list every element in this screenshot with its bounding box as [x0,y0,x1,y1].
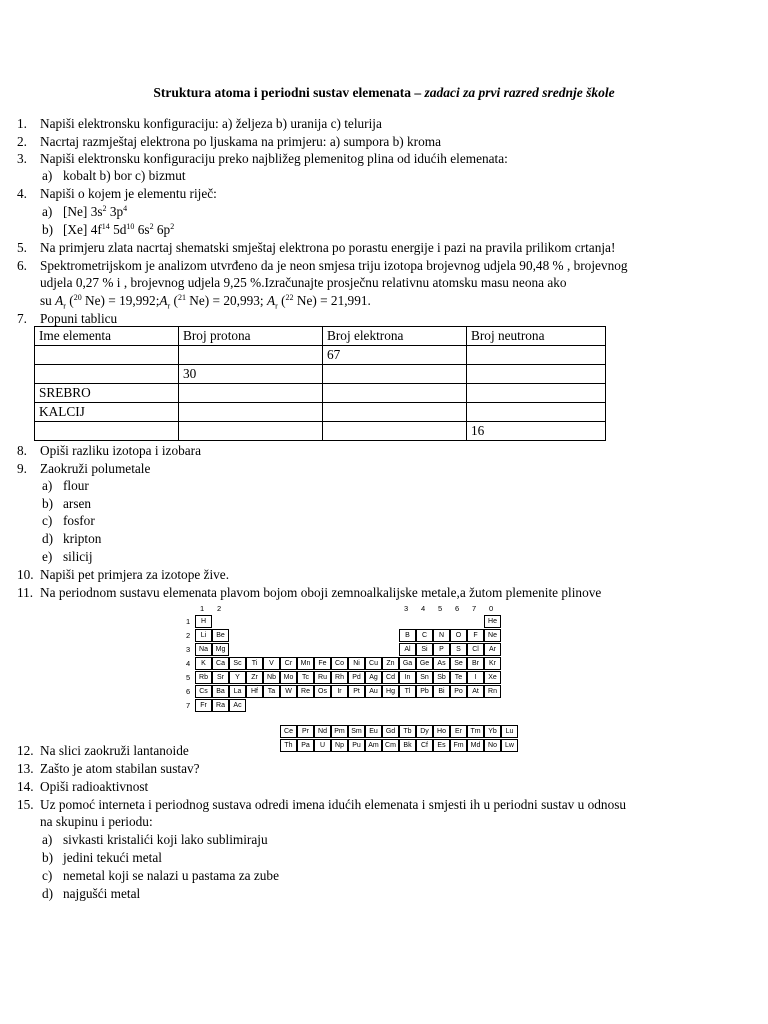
element-cell: Fr [195,699,212,712]
question-12-text: Na slici zaokruži lantanoide [40,743,189,758]
period-label: 5 [186,673,191,682]
element-cell: P [433,643,450,656]
option-text: fosfor [63,513,95,528]
table-cell[interactable] [35,422,179,441]
table-cell[interactable] [323,384,467,403]
table-cell[interactable]: 30 [179,365,323,384]
lanthanide-cell: Pm [331,725,348,738]
element-cell: C [416,629,433,642]
lanthanide-cell: Er [450,725,467,738]
element-cell: F [467,629,484,642]
element-cell: Ge [416,657,433,670]
period-label: 7 [186,701,191,710]
element-cell: Ir [331,685,348,698]
element-cell: Ar [484,643,501,656]
option-label: b) [42,850,54,865]
group-label: 6 [455,604,460,613]
period-label: 4 [186,659,191,668]
element-cell: Mo [280,671,297,684]
group-label: 7 [472,604,477,613]
element-cell: Al [399,643,416,656]
period-label: 6 [186,687,191,696]
question-number: 14. [17,779,34,794]
lanthanide-cell: Lu [501,725,518,738]
lanthanide-cell: Yb [484,725,501,738]
actinide-cell: Am [365,739,382,752]
option-text: sivkasti kristalići koji lako sublimiraju [63,832,268,847]
question-9-text: Zaokruži polumetale [40,461,151,476]
element-cell: Sc [229,657,246,670]
element-cell: Se [450,657,467,670]
element-cell: Mn [297,657,314,670]
element-cell: Ne [484,629,501,642]
element-cell: Cs [195,685,212,698]
element-cell: Re [297,685,314,698]
actinide-cell: Cf [416,739,433,752]
question-6-line1: Spektrometrijskom je analizom utvrđeno da je neon smjesa triju izotopa brojevnog udjela 90,48 % , brojevnog [40,258,628,273]
option-text: kripton [63,531,102,546]
element-cell: Ag [365,671,382,684]
lanthanide-cell: Pr [297,725,314,738]
option-label: d) [42,531,54,546]
element-cell: Li [195,629,212,642]
lanthanide-cell: Gd [382,725,399,738]
element-cell: Tc [297,671,314,684]
element-cell: Ra [212,699,229,712]
lanthanide-cell: Tm [467,725,484,738]
lanthanide-cell: Ho [433,725,450,738]
element-cell: V [263,657,280,670]
element-cell: Hf [246,685,263,698]
element-cell: Cd [382,671,399,684]
lanthanide-cell: Eu [365,725,382,738]
table-cell[interactable] [323,422,467,441]
question-number: 5. [17,240,27,255]
actinide-cell: Fm [450,739,467,752]
actinide-cell: Bk [399,739,416,752]
element-cell: Ca [212,657,229,670]
option-text: jedini tekući metal [63,850,162,865]
element-cell: Fe [314,657,331,670]
actinide-cell: Cm [382,739,399,752]
question-number: 11. [17,585,34,600]
table-cell[interactable] [179,346,323,365]
table-cell[interactable]: KALCIJ [35,403,179,422]
element-cell: Xe [484,671,501,684]
element-cell: Rh [331,671,348,684]
table-cell[interactable]: 67 [323,346,467,365]
lanthanide-cell: Ce [280,725,297,738]
lanthanide-cell: Dy [416,725,433,738]
element-cell: In [399,671,416,684]
element-cell: Kr [484,657,501,670]
question-number: 13. [17,761,34,776]
table-header: Ime elementa [35,327,179,346]
element-cell: Sb [433,671,450,684]
element-cell: Po [450,685,467,698]
element-cell: Br [467,657,484,670]
table-cell[interactable]: 16 [467,422,606,441]
table-cell[interactable]: SREBRO [35,384,179,403]
element-cell: Pt [348,685,365,698]
actinide-cell: Pa [297,739,314,752]
table-header-row [35,327,606,346]
element-cell: Be [212,629,229,642]
table-cell[interactable] [323,365,467,384]
option-text: nemetal koji se nalazi u pastama za zube [63,868,279,883]
group-label: 3 [404,604,409,613]
element-cell: B [399,629,416,642]
element-cell: Mg [212,643,229,656]
element-cell: Cu [365,657,382,670]
question-4-text: Napiši o kojem je elementu riječ: [40,186,217,201]
element-cell: Si [416,643,433,656]
question-number: 15. [17,797,34,812]
element-cell: Rn [484,685,501,698]
table-row [35,403,606,422]
group-label: 1 [200,604,205,613]
element-cell: Na [195,643,212,656]
table-header: Broj protona [179,327,323,346]
table-cell[interactable] [467,384,606,403]
option-label: a) [42,204,53,219]
table-header: Broj neutrona [467,327,606,346]
lanthanide-cell: Sm [348,725,365,738]
table-row [35,346,606,365]
element-cell: H [195,615,212,628]
element-cell: Pb [416,685,433,698]
lanthanide-cell: Nd [314,725,331,738]
actinide-cell: Pu [348,739,365,752]
option-label: a) [42,168,53,183]
question-number: 6. [17,258,27,273]
element-cell: Y [229,671,246,684]
question-number: 12. [17,743,34,758]
fill-in-table [34,326,606,441]
option-label: a) [42,832,53,847]
table-cell[interactable] [35,346,179,365]
table-cell[interactable] [179,403,323,422]
lanthanide-cell: Tb [399,725,416,738]
table-cell[interactable] [467,346,606,365]
period-label: 2 [186,631,191,640]
element-cell: Ni [348,657,365,670]
option-label: e) [42,549,53,564]
element-cell: Te [450,671,467,684]
element-cell: Zn [382,657,399,670]
actinide-cell: Np [331,739,348,752]
table-row [35,384,606,403]
question-number: 9. [17,461,27,476]
element-cell: Cr [280,657,297,670]
question-7-text: Popuni tablicu [40,311,118,326]
element-cell: Bi [433,685,450,698]
table-cell[interactable] [323,403,467,422]
actinide-cell: Th [280,739,297,752]
question-15-line2: na skupinu i periodu: [40,814,153,829]
electron-config-b: [Xe] $4f^{14}$ $5d^{10}$ $6s^2$ $6p^2$ [63,222,175,237]
element-cell: Ru [314,671,331,684]
element-cell: I [467,671,484,684]
group-label: 0 [489,604,494,613]
table-row [35,422,606,441]
element-cell: W [280,685,297,698]
element-cell: Os [314,685,331,698]
option-text: arsen [63,496,92,511]
question-3-text: Napiši elektronsku konfiguraciju preko najbližeg plemenitog plina od idućih elemenata: [40,151,508,166]
question-3-options: kobalt b) bor c) bizmut [63,168,186,183]
question-number: 7. [17,311,27,326]
question-number: 4. [17,186,27,201]
element-cell: Nb [263,671,280,684]
element-cell: As [433,657,450,670]
element-cell: Tl [399,685,416,698]
element-cell: Pd [348,671,365,684]
option-label: c) [42,513,53,528]
question-11-text: Na periodnom sustavu elemenata plavom bojom oboji zemnoalkalijske metale,a žutom plemenite plinove [40,585,602,600]
actinide-cell: Md [467,739,484,752]
electron-config-a: [Ne] $3s^2$ $3p^4$ [63,204,128,219]
table-cell[interactable] [179,384,323,403]
question-5-text: Na primjeru zlata nacrtaj shematski smještaj elektrona po porastu energije i pazi na pravila prilikom crtanja! [40,240,616,255]
table-cell[interactable] [467,403,606,422]
question-number: 8. [17,443,27,458]
option-text: silicij [63,549,93,564]
element-cell: Cl [467,643,484,656]
table-cell[interactable] [179,422,323,441]
option-text: flour [63,478,89,493]
element-cell: At [467,685,484,698]
period-label: 3 [186,645,191,654]
option-text: najgušći metal [63,886,141,901]
option-label: b) [42,222,54,237]
question-number: 1. [17,116,27,131]
element-cell: O [450,629,467,642]
element-cell: Zr [246,671,263,684]
question-6-line2: udjela 0,27 % i , brojevnog udjela 9,25 %.Izračunajte prosječnu relativnu atomsku masu neona ako [40,275,567,290]
element-cell: Ba [212,685,229,698]
table-cell[interactable] [35,365,179,384]
element-cell: N [433,629,450,642]
element-cell: Co [331,657,348,670]
element-cell: Sn [416,671,433,684]
group-label: 4 [421,604,426,613]
group-label: 2 [217,604,222,613]
actinide-cell: Es [433,739,450,752]
table-header: Broj elektrona [323,327,467,346]
question-14-text: Opiši radioaktivnost [40,779,149,794]
actinide-cell: U [314,739,331,752]
element-cell: K [195,657,212,670]
element-cell: Sr [212,671,229,684]
element-cell: He [484,615,501,628]
element-cell: Ti [246,657,263,670]
question-8-text: Opiši razliku izotopa i izobara [40,443,201,458]
option-label: d) [42,886,54,901]
element-cell: S [450,643,467,656]
question-number: 2. [17,134,27,149]
table-cell[interactable] [467,365,606,384]
group-label: 5 [438,604,443,613]
question-13-text: Zašto je atom stabilan sustav? [40,761,200,776]
option-label: c) [42,868,53,883]
page-title: Struktura atoma i periodni sustav elemenata – zadaci za prvi razred srednje škole [153,85,615,100]
question-2-text: Nacrtaj razmještaj elektrona po ljuskama na primjeru: a) sumpora b) kroma [40,134,441,149]
question-1-text: Napiši elektronsku konfiguraciju: a) željeza b) uranija c) telurija [40,116,382,131]
element-cell: Rb [195,671,212,684]
table-row [35,365,606,384]
question-number: 3. [17,151,27,166]
element-cell: Ta [263,685,280,698]
element-cell: Hg [382,685,399,698]
element-cell: Au [365,685,382,698]
element-cell: Ga [399,657,416,670]
option-label: b) [42,496,54,511]
period-label: 1 [186,617,191,626]
option-label: a) [42,478,53,493]
question-15-line1: Uz pomoć interneta i periodnog sustava odredi imena idućih elemenata i smjesti ih u periodni sustav u odnosu [40,797,627,812]
question-10-text: Napiši pet primjera za izotope žive. [40,567,230,582]
actinide-cell: No [484,739,501,752]
element-cell: La [229,685,246,698]
question-number: 10. [17,567,34,582]
actinide-cell: Lw [501,739,518,752]
element-cell: Ac [229,699,246,712]
question-6-formula: su $A_r$ ($^{20}$ $Ne) = 19,992;A_r$ ($^{21}$ Ne) = 20,993; $A_r$ ($^{22}$ Ne) = 21,991. [40,293,371,311]
